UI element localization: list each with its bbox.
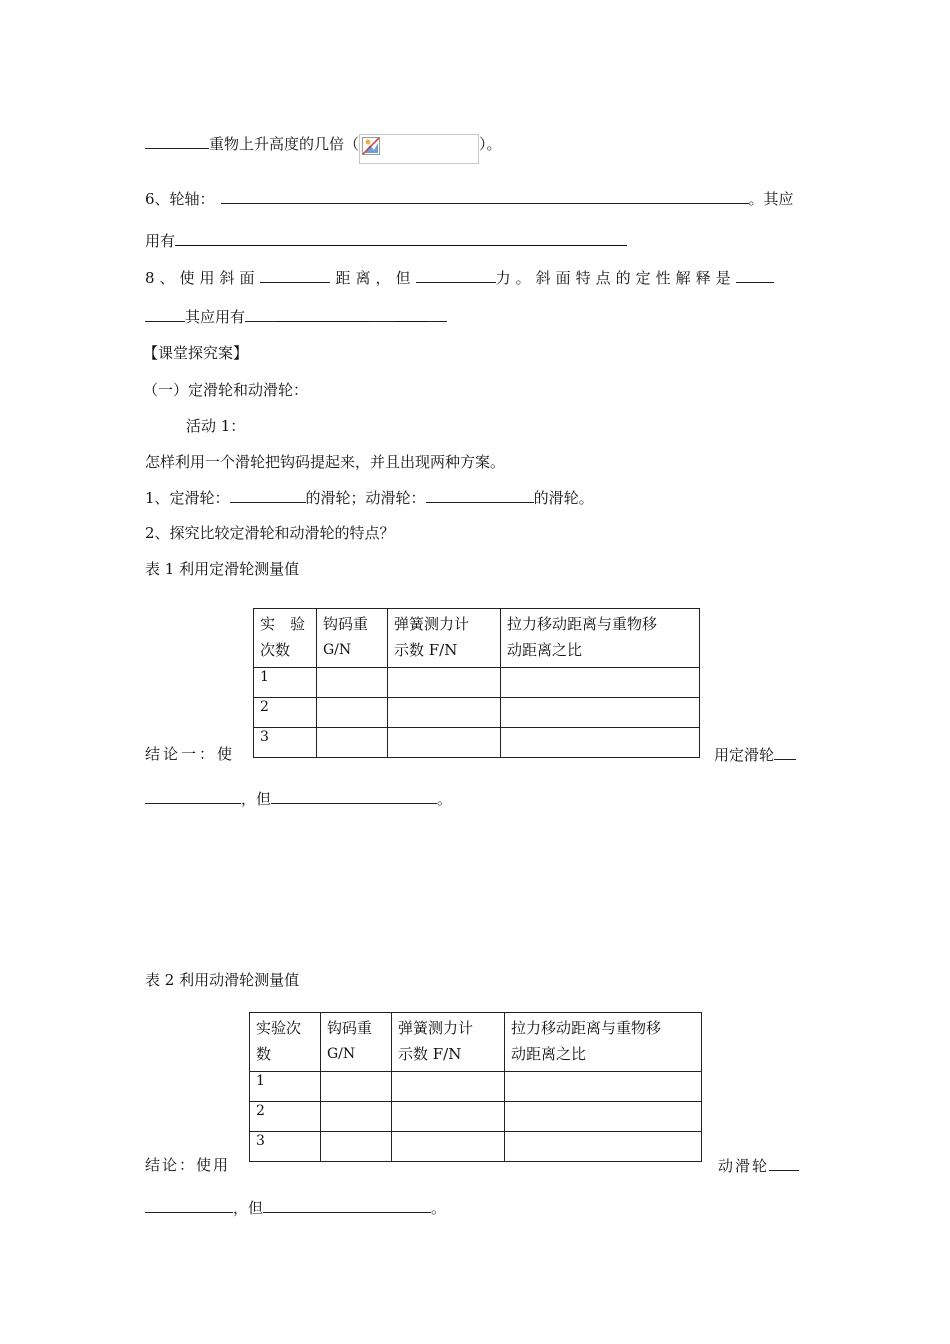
item-6 (145, 188, 794, 209)
conclusion1-blank2[interactable] (271, 788, 437, 804)
item8-blank4[interactable] (145, 306, 185, 322)
conclusion2-blank1[interactable] (145, 1197, 233, 1213)
conclusion1-right: 用定滑轮 (714, 744, 796, 765)
subsection-title: （一）定滑轮和动滑轮： (143, 381, 309, 399)
item8-blank3[interactable] (736, 267, 774, 283)
item8-blank1[interactable] (260, 267, 330, 283)
conclusion1-blank0[interactable] (774, 744, 796, 760)
row-number: 3 (250, 1132, 321, 1162)
table-row (254, 668, 700, 698)
conclusion2-tail: ，但 。 (145, 1197, 446, 1218)
broken-image-icon (362, 137, 380, 155)
item8-blank8[interactable] (395, 306, 427, 322)
header-cell: 弹簧测力计 示数 F/N (388, 609, 501, 668)
section-title: 【课堂探究案】 (143, 344, 249, 362)
q1-a: 1、定滑轮： (145, 489, 230, 507)
table1-caption: 表 1 利用定滑轮测量值 (145, 560, 300, 578)
item8-blank2[interactable] (416, 267, 496, 283)
item6-blank2[interactable] (175, 230, 627, 246)
conclusion1-tail: ，但 。 (145, 788, 452, 809)
conclusion2-blank2[interactable] (263, 1197, 431, 1213)
q1-blank1[interactable] (230, 487, 306, 503)
item8-blank5[interactable] (245, 306, 277, 322)
conclusion2-right: 动滑轮 (718, 1155, 799, 1176)
row-number: 1 (254, 668, 317, 698)
item-8-cont (145, 306, 447, 327)
header-cell: 钩码重 G/N (317, 609, 388, 668)
item8-cont: 其应用有 (185, 308, 246, 326)
table-row (250, 1072, 702, 1102)
item-8 (145, 267, 774, 288)
table-row (254, 698, 700, 728)
item8-label: 8、使用斜面 (145, 269, 260, 287)
q1-c: 的滑轮。 (533, 489, 594, 507)
table1 (253, 608, 700, 758)
q1-blank2[interactable] (426, 487, 534, 503)
item6-cont: 用有 (145, 232, 176, 250)
conclusion1-blank1[interactable] (145, 788, 241, 804)
item8-blank9[interactable] (427, 306, 447, 322)
table-row (250, 1102, 702, 1132)
q2: 2、探究比较定滑轮和动滑轮的特点？ (145, 524, 395, 542)
conclusion2-blank0[interactable] (769, 1155, 799, 1171)
header-cell: 拉力移动距离与重物移 动距离之比 (505, 1013, 702, 1072)
blank[interactable] (145, 133, 209, 149)
conclusion1-left: 结论一：使 (145, 745, 236, 763)
table2 (249, 1012, 702, 1162)
image-placeholder (359, 134, 479, 164)
line1-text: 重物上升高度的几倍（ (209, 135, 360, 153)
header-cell: 实 验 次数 (254, 609, 317, 668)
table2-caption: 表 2 利用动滑轮测量值 (145, 971, 300, 989)
question-text: 怎样利用一个滑轮把钩码提起来，并且出现两种方案。 (145, 453, 506, 471)
line-height-multiple (145, 130, 502, 160)
activity-label: 活动 1： (186, 417, 246, 435)
row-number: 3 (254, 728, 317, 758)
item8-mid2: 力。斜面特点的定性解释是 (495, 269, 736, 287)
item6-tail: 。其应 (748, 190, 794, 208)
row-number: 2 (250, 1102, 321, 1132)
q1 (145, 487, 594, 508)
item8-blank7[interactable] (369, 306, 395, 322)
header-cell: 钩码重 G/N (321, 1013, 392, 1072)
conclusion2-left: 结论：使用 (145, 1156, 231, 1174)
header-cell: 弹簧测力计 示数 F/N (392, 1013, 505, 1072)
q1-b: 的滑轮；动滑轮： (305, 489, 426, 507)
table-header-row (254, 609, 700, 668)
item8-blank6[interactable] (277, 306, 369, 322)
item8-mid1: 距离，但 (335, 269, 416, 287)
row-number: 1 (250, 1072, 321, 1102)
header-cell: 实验次 数 (250, 1013, 321, 1072)
header-cell: 拉力移动距离与重物移 动距离之比 (501, 609, 700, 668)
row-number: 2 (254, 698, 317, 728)
item6-label: 6、轮轴： (145, 190, 215, 208)
table-row (254, 728, 700, 758)
line1-close: ）。 (479, 135, 502, 153)
item6-blank[interactable] (221, 188, 749, 204)
table-header-row (250, 1013, 702, 1072)
item-6-cont (145, 230, 627, 251)
table-row (250, 1132, 702, 1162)
